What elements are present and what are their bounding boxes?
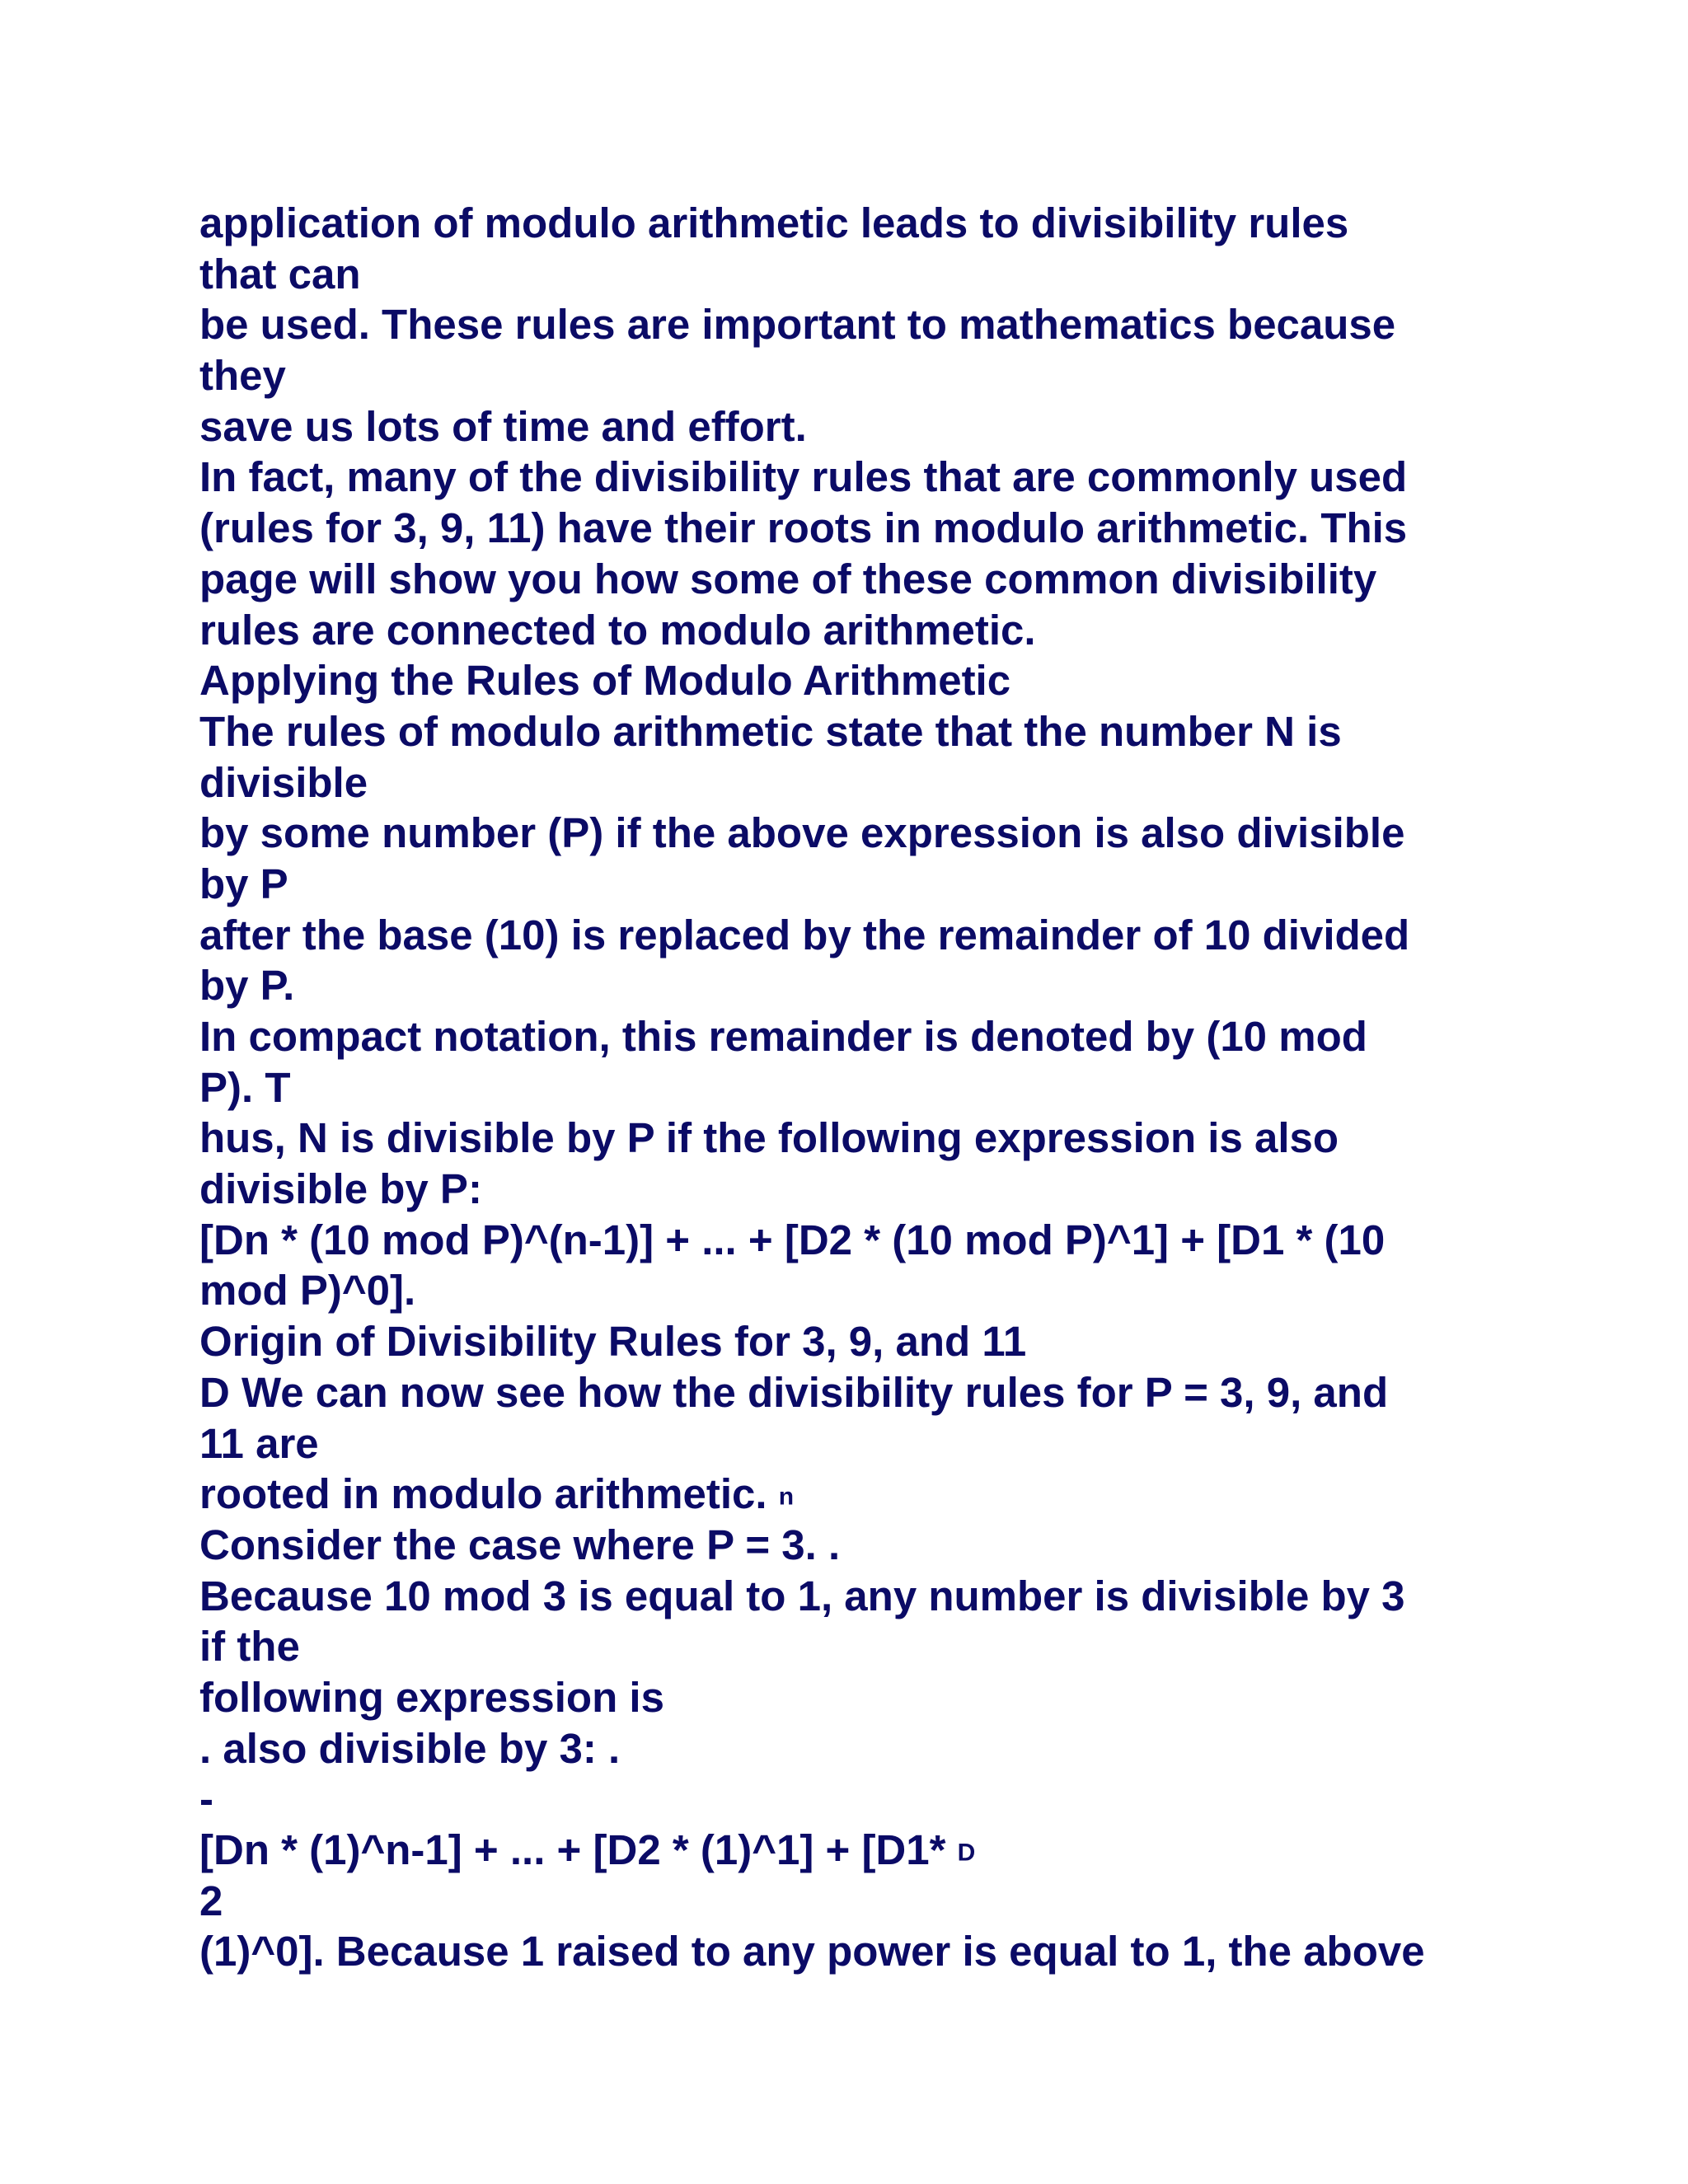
text-line: Because 10 mod 3 is equal to 1, any number is divisible by 3 — [199, 1572, 1405, 1619]
text-line: Consider the case where P = 3. . — [199, 1521, 841, 1568]
text-line: be used. These rules are important to mathematics because — [199, 301, 1396, 349]
text-line-main: rooted in modulo arithmetic. — [199, 1470, 779, 1518]
small-stray-char: n — [778, 1483, 795, 1511]
document-body — [199, 198, 1535, 1977]
text-line: P). T — [199, 1063, 291, 1111]
text-line: (1)^0]. Because 1 raised to any power is equal to 1, the above — [199, 1928, 1425, 1975]
text-line: they — [199, 352, 286, 400]
text-line: - — [199, 1775, 213, 1823]
text-line: In fact, many of the divisibility rules that are commonly used — [199, 453, 1408, 501]
small-stray-char: D — [957, 1839, 976, 1867]
text-line: after the base (10) is replaced by the remainder of 10 divided — [199, 911, 1410, 958]
text-line: following expression is — [199, 1673, 664, 1721]
text-line: save us lots of time and effort. — [199, 402, 807, 450]
text-line: hus, N is divisible by P if the following expression is also — [199, 1114, 1339, 1162]
text-line: D We can now see how the divisibility rules for P = 3, 9, and — [199, 1368, 1389, 1416]
text-line: 11 are — [199, 1419, 319, 1467]
text-line: by P — [199, 860, 288, 907]
formula-line: mod P)^0]. — [199, 1267, 416, 1315]
text-line: application of modulo arithmetic leads to divisibility rules — [199, 199, 1349, 246]
text-line: that can — [199, 250, 361, 298]
text-line: In compact notation, this remainder is denoted by (10 mod — [199, 1013, 1367, 1060]
text-line: page will show you how some of these common divisibility — [199, 555, 1377, 602]
text-line: divisible by P: — [199, 1165, 482, 1213]
text-line: The rules of modulo arithmetic state that the number N is — [199, 707, 1342, 755]
formula-line: [Dn * (10 mod P)^(n-1)] + ... + [D2 * (10 mod P)^1] + [D1 * (10 — [199, 1216, 1386, 1263]
text-line: if the — [199, 1623, 300, 1671]
text-line — [199, 1469, 1535, 1520]
text-line: . also divisible by 3: . — [199, 1724, 621, 1772]
text-line: 2 — [199, 1877, 223, 1924]
formula-line — [199, 1825, 1535, 1876]
text-line: rules are connected to modulo arithmetic. — [199, 606, 1036, 654]
text-line: by P. — [199, 962, 295, 1010]
section-heading: Origin of Divisibility Rules for 3, 9, and 11 — [199, 1318, 1027, 1366]
text-line: divisible — [199, 758, 368, 806]
section-heading: Applying the Rules of Modulo Arithmetic — [199, 657, 1011, 705]
text-line: by some number (P) if the above expression is also divisible — [199, 809, 1405, 857]
formula-line-main: [Dn * (1)^n-1] + ... + [D2 * (1)^1] + [D1* — [199, 1826, 958, 1873]
text-line: (rules for 3, 9, 11) have their roots in modulo arithmetic. This — [199, 504, 1408, 552]
